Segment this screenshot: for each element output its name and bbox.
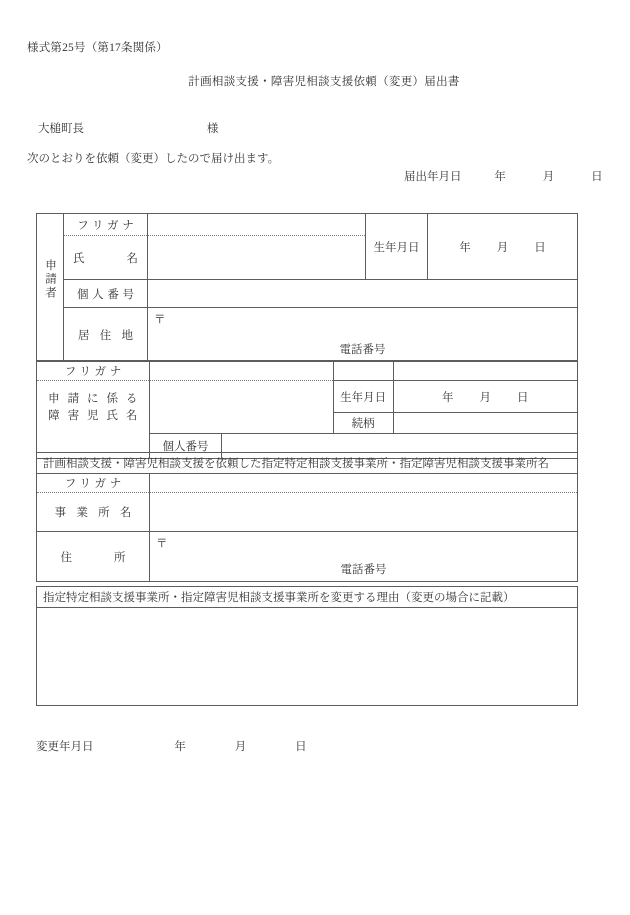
- addressee-honorific: 様: [206, 123, 219, 135]
- child-mynumber-label: 個人番号: [149, 434, 221, 458]
- addressee-row: [38, 120, 338, 136]
- office-header-row: [37, 453, 577, 474]
- applicant-furigana-label: フリガナ: [63, 214, 147, 236]
- applicant-dob-month-unit: 月: [496, 241, 509, 254]
- child-name-block: [37, 381, 577, 434]
- office-name-input[interactable]: [149, 493, 577, 531]
- filing-date-year-unit: 年: [494, 171, 506, 183]
- change-date-line: [36, 738, 307, 754]
- applicant-mynumber-input[interactable]: [147, 280, 577, 307]
- office-furigana-label: フリガナ: [37, 474, 149, 493]
- office-postal-mark-icon: 〒: [156, 538, 168, 550]
- child-furigana-input[interactable]: [149, 361, 333, 381]
- child-name-input-lower[interactable]: [149, 413, 333, 434]
- child-name-label-line2: 障 害 児 氏 名: [48, 409, 140, 422]
- applicant-furigana-input[interactable]: [147, 214, 365, 236]
- page-title: 計画相談支援・障害児相談支援依頼（変更）届出書: [188, 76, 460, 88]
- applicant-dob-input[interactable]: [427, 214, 577, 279]
- office-header-label: 計画相談支援・障害児相談支援を依頼した指定特定相談支援事業所・指定障害児相談支援事業所名: [43, 458, 549, 470]
- child-furigana-label: フリガナ: [37, 361, 149, 381]
- filing-date-line: [404, 168, 603, 184]
- office-address-input[interactable]: [149, 532, 577, 581]
- filing-date-day-unit: 日: [591, 171, 603, 183]
- intro-statement: 次のとおりを依頼（変更）したので届け出ます。: [27, 153, 280, 165]
- child-name-label: [37, 381, 149, 434]
- child-table: [36, 360, 578, 459]
- postal-mark-icon: 〒: [154, 314, 166, 326]
- child-relation-input[interactable]: [393, 413, 577, 434]
- applicant-residence-row: [63, 307, 577, 361]
- change-date-label: 変更年月日: [36, 741, 94, 753]
- applicant-upper-block: [37, 214, 577, 361]
- office-name-label: 事 業 所 名: [54, 507, 136, 519]
- applicant-phone-label: 電話番号: [339, 344, 386, 356]
- reason-body-row: [37, 608, 577, 705]
- applicant-name-row: [63, 214, 577, 279]
- child-dob-spacer-top-value: [393, 361, 577, 381]
- child-dob-spacer-top: [333, 361, 393, 381]
- applicant-residence-input[interactable]: [147, 308, 577, 361]
- office-address-row: [37, 532, 577, 581]
- child-name-label-line1: 申 請 に 係 る: [48, 392, 140, 405]
- applicant-residence-label: 居 住 地: [63, 308, 147, 361]
- change-date-day-unit: 日: [295, 741, 307, 753]
- child-dob-day-unit: 日: [517, 391, 529, 404]
- child-dob-input[interactable]: [393, 381, 577, 413]
- applicant-furigana-row: [63, 214, 365, 236]
- child-relation-label: 続柄: [333, 413, 393, 434]
- applicant-dob-label: 生年月日: [365, 214, 427, 279]
- office-furigana-row: [37, 474, 577, 493]
- applicant-mynumber-label: 個人番号: [63, 280, 147, 307]
- office-name-row: [37, 493, 577, 532]
- reason-body-input[interactable]: [37, 608, 577, 705]
- child-dob-label: 生年月日: [333, 381, 393, 413]
- office-furigana-input[interactable]: [149, 474, 577, 493]
- applicant-side-label: 申請者: [44, 258, 56, 300]
- child-name-input[interactable]: [149, 381, 333, 413]
- office-table: [36, 452, 578, 582]
- addressee-name: 大槌町長: [38, 123, 84, 135]
- child-name-dob-row: [149, 381, 577, 413]
- office-phone-label: 電話番号: [340, 564, 387, 576]
- filing-date-month-unit: 月: [542, 171, 555, 183]
- applicant-name-input[interactable]: [147, 236, 365, 279]
- child-dob-month-unit: 月: [479, 391, 492, 404]
- reason-header-label: 指定特定相談支援事業所・指定障害児相談支援事業所を変更する理由（変更の場合に記載）: [43, 592, 515, 604]
- applicant-dob-year-unit: 年: [459, 241, 471, 254]
- change-date-year-unit: 年: [174, 741, 186, 753]
- reason-table: [36, 586, 578, 706]
- child-relation-row: [149, 413, 577, 434]
- filing-date-label: 届出年月日: [404, 171, 462, 183]
- applicant-fullname-row: [63, 236, 365, 279]
- applicant-name-label: 氏 名: [63, 236, 147, 279]
- reason-header-row: [37, 587, 577, 608]
- applicant-table: [36, 213, 578, 362]
- change-date-month-unit: 月: [234, 741, 247, 753]
- office-address-label: 住 所: [60, 551, 132, 564]
- applicant-dob-day-unit: 日: [534, 241, 546, 254]
- child-furigana-row: [37, 361, 577, 381]
- child-dob-year-unit: 年: [442, 391, 454, 404]
- applicant-mynumber-row: [63, 279, 577, 307]
- form-number: 様式第25号（第17条関係）: [27, 42, 168, 54]
